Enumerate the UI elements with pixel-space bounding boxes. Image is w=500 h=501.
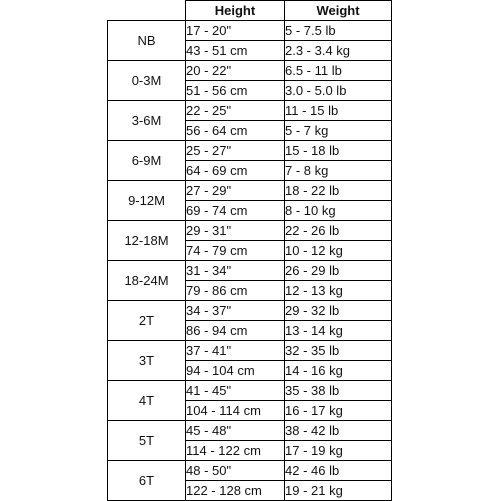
- table-row: [108, 181, 392, 201]
- size-chart-table: [107, 0, 392, 501]
- weight-kg: 8 - 10 kg: [285, 201, 392, 221]
- size-chart-body: [108, 21, 392, 501]
- height-inches: 20 - 22": [186, 61, 285, 81]
- weight-kg: 19 - 21 kg: [285, 481, 392, 501]
- height-cm: 56 - 64 cm: [186, 121, 285, 141]
- weight-lb: 35 - 38 lb: [285, 381, 392, 401]
- height-cm: 94 - 104 cm: [186, 361, 285, 381]
- height-cm: 74 - 79 cm: [186, 241, 285, 261]
- height-inches: 25 - 27": [186, 141, 285, 161]
- weight-kg: 5 - 7 kg: [285, 121, 392, 141]
- weight-lb: 32 - 35 lb: [285, 341, 392, 361]
- weight-lb: 15 - 18 lb: [285, 141, 392, 161]
- height-cm: 114 - 122 cm: [186, 441, 285, 461]
- header-height: Height: [186, 1, 285, 21]
- size-label: 5T: [108, 421, 186, 461]
- table-row: [108, 341, 392, 361]
- height-inches: 41 - 45": [186, 381, 285, 401]
- weight-kg: 3.0 - 5.0 lb: [285, 81, 392, 101]
- weight-lb: 26 - 29 lb: [285, 261, 392, 281]
- weight-kg: 10 - 12 kg: [285, 241, 392, 261]
- table-row: [108, 101, 392, 121]
- height-inches: 34 - 37": [186, 301, 285, 321]
- size-label: 12-18M: [108, 221, 186, 261]
- size-label: 6-9M: [108, 141, 186, 181]
- table-row: [108, 141, 392, 161]
- size-label: 18-24M: [108, 261, 186, 301]
- size-label: 3-6M: [108, 101, 186, 141]
- table-row: [108, 301, 392, 321]
- height-cm: 69 - 74 cm: [186, 201, 285, 221]
- weight-lb: 18 - 22 lb: [285, 181, 392, 201]
- height-inches: 45 - 48": [186, 421, 285, 441]
- size-label: NB: [108, 21, 186, 61]
- height-cm: 122 - 128 cm: [186, 481, 285, 501]
- weight-lb: 5 - 7.5 lb: [285, 21, 392, 41]
- height-cm: 51 - 56 cm: [186, 81, 285, 101]
- height-cm: 104 - 114 cm: [186, 401, 285, 421]
- weight-kg: 7 - 8 kg: [285, 161, 392, 181]
- table-row: [108, 221, 392, 241]
- header-size: [108, 1, 186, 21]
- weight-lb: 22 - 26 lb: [285, 221, 392, 241]
- header-weight: Weight: [285, 1, 392, 21]
- height-inches: 22 - 25": [186, 101, 285, 121]
- height-inches: 27 - 29": [186, 181, 285, 201]
- height-inches: 31 - 34": [186, 261, 285, 281]
- size-label: 0-3M: [108, 61, 186, 101]
- weight-lb: 42 - 46 lb: [285, 461, 392, 481]
- height-inches: 17 - 20": [186, 21, 285, 41]
- weight-lb: 11 - 15 lb: [285, 101, 392, 121]
- size-label: 3T: [108, 341, 186, 381]
- size-label: 6T: [108, 461, 186, 501]
- weight-kg: 17 - 19 kg: [285, 441, 392, 461]
- height-cm: 79 - 86 cm: [186, 281, 285, 301]
- header-row: [108, 1, 392, 21]
- size-label: 4T: [108, 381, 186, 421]
- size-label: 9-12M: [108, 181, 186, 221]
- table-row: [108, 461, 392, 481]
- height-inches: 29 - 31": [186, 221, 285, 241]
- weight-lb: 29 - 32 lb: [285, 301, 392, 321]
- height-inches: 37 - 41": [186, 341, 285, 361]
- weight-kg: 14 - 16 kg: [285, 361, 392, 381]
- height-cm: 43 - 51 cm: [186, 41, 285, 61]
- weight-lb: 6.5 - 11 lb: [285, 61, 392, 81]
- weight-lb: 38 - 42 lb: [285, 421, 392, 441]
- table-row: [108, 381, 392, 401]
- table-row: [108, 421, 392, 441]
- table-row: [108, 261, 392, 281]
- height-cm: 86 - 94 cm: [186, 321, 285, 341]
- weight-kg: 2.3 - 3.4 kg: [285, 41, 392, 61]
- size-label: 2T: [108, 301, 186, 341]
- weight-kg: 13 - 14 kg: [285, 321, 392, 341]
- table-row: [108, 61, 392, 81]
- weight-kg: 12 - 13 kg: [285, 281, 392, 301]
- height-cm: 64 - 69 cm: [186, 161, 285, 181]
- table-row: [108, 21, 392, 41]
- height-inches: 48 - 50": [186, 461, 285, 481]
- weight-kg: 16 - 17 kg: [285, 401, 392, 421]
